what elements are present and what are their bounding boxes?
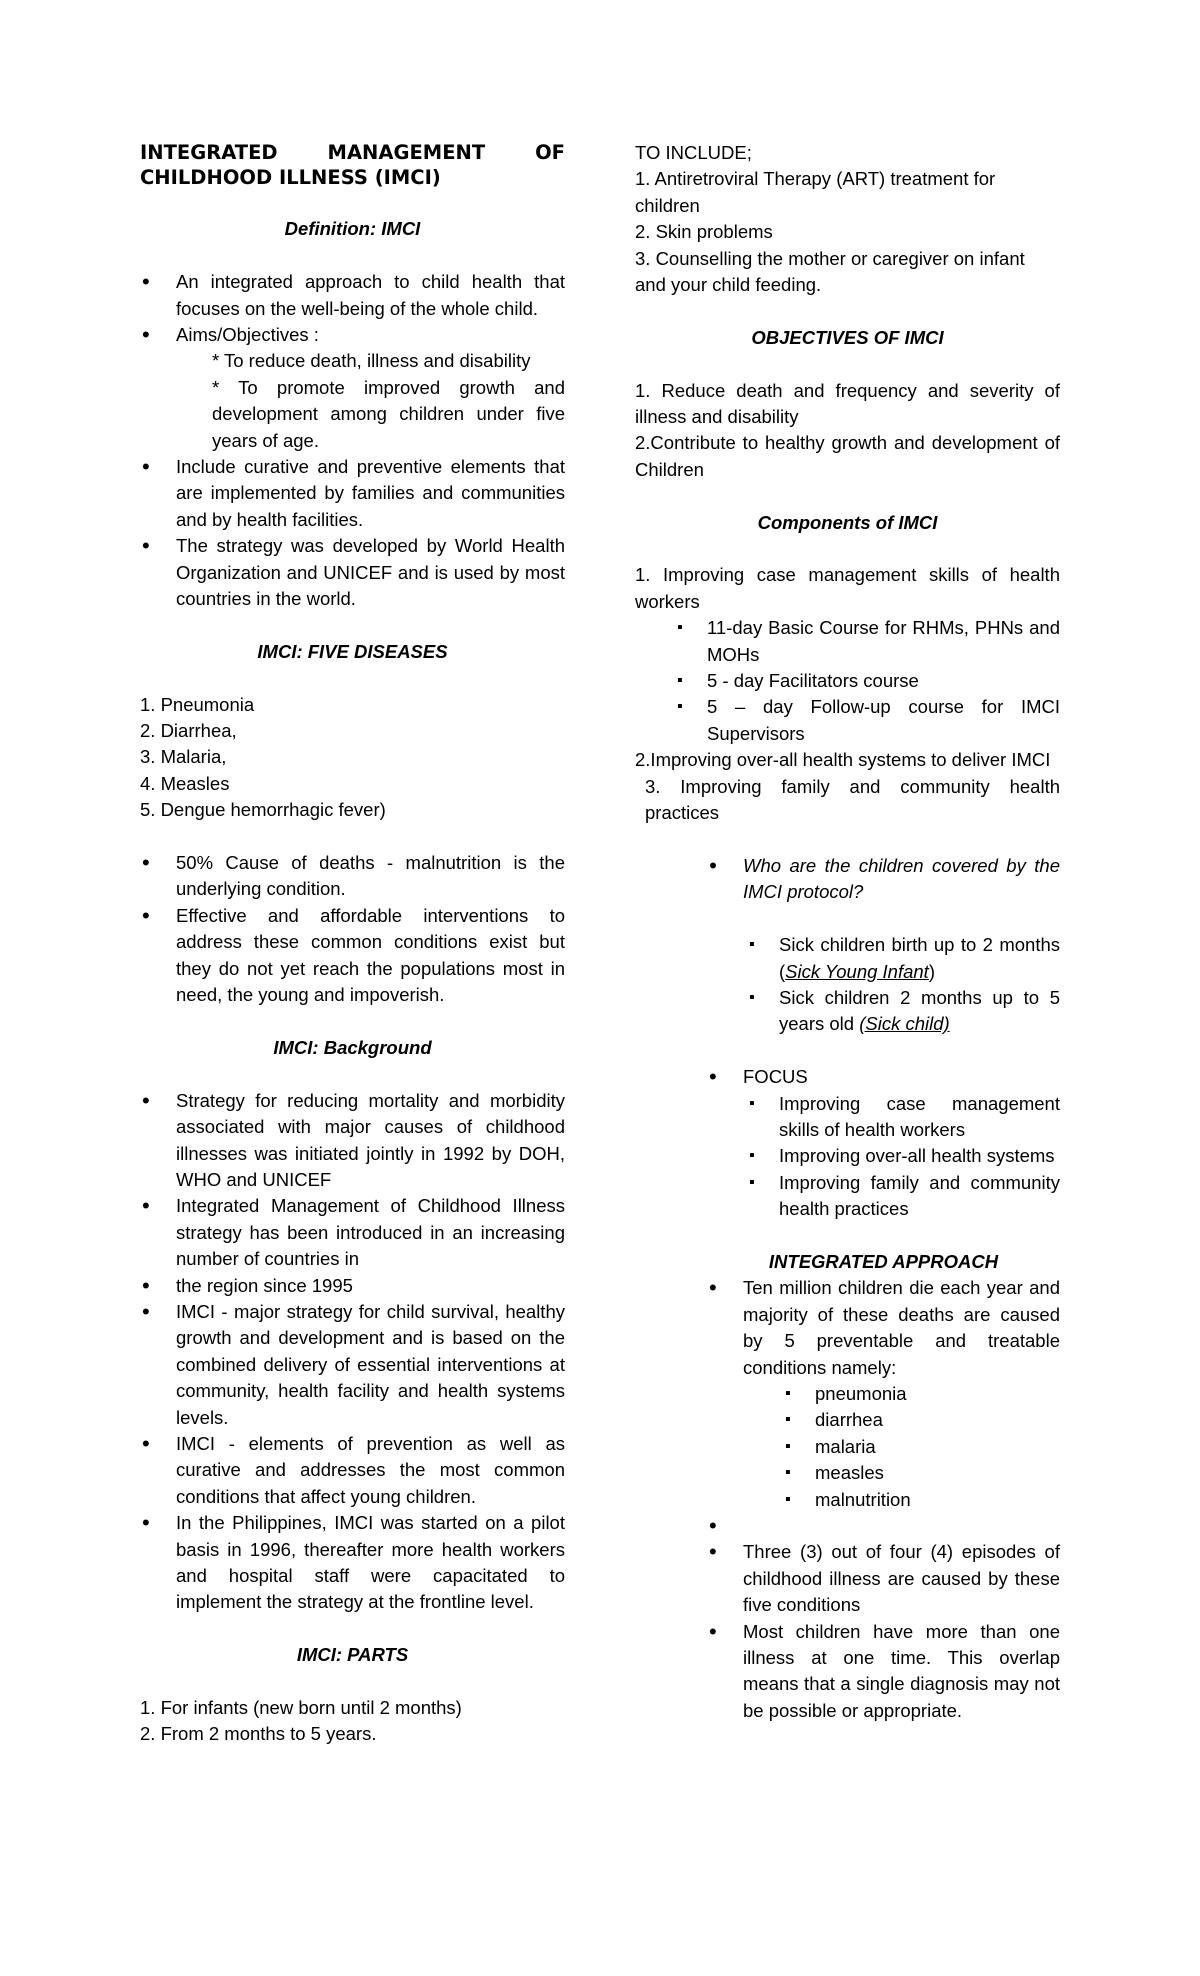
definition-heading: Definition: IMCI (284, 218, 421, 240)
objectives-heading: OBJECTIVES OF IMCI (751, 326, 944, 348)
covered-sublist (635, 932, 1060, 1038)
aim-item: * To reduce death, illness and disability (212, 350, 531, 372)
list-item: ▪ diarrhea (779, 1407, 1060, 1433)
to-include-item: 2. Skin problems (635, 221, 773, 243)
right-column (635, 140, 1060, 1724)
list-item: • Integrated Management of Childhood Illness strategy has been introduced in an increasing number of countries in (140, 1193, 565, 1272)
document-title: INTEGRATED MANAGEMENT OF CHILDHOOD ILLNESS (IMCI) (140, 141, 565, 189)
focus-sublist (635, 1091, 1060, 1223)
list-item: • In the Philippines, IMCI was started on a pilot basis in 1996, thereafter more health workers and hospital staff were capacitated to implement the strategy at the frontline level. (140, 1510, 565, 1616)
component-item: 3. Improving family and community health practices (645, 775, 1060, 824)
integrated-list-2 (707, 1513, 1060, 1724)
list-item: • IMCI - major strategy for child survival, healthy growth and development and is based on the combined delivery of essential interventions at community, health facility and health systems levels. (140, 1299, 565, 1431)
sick-child-label: (Sick child) (859, 1013, 950, 1035)
covered-list (707, 853, 1060, 906)
aim-item: * To promote improved growth and development among children under five years of age. (212, 376, 565, 451)
list-item: ▪ malaria (779, 1434, 1060, 1460)
list-item: • 50% Cause of deaths - malnutrition is the underlying condition. (140, 850, 565, 903)
disease-item: 1. Pneumonia (140, 693, 255, 715)
list-item: • An integrated approach to child health that focuses on the well-being of the whole child. (140, 269, 565, 322)
component-item: 2.Improving over-all health systems to deliver IMCI (635, 749, 1051, 771)
objective-item: 2.Contribute to healthy growth and development of Children (635, 432, 1060, 480)
five-diseases-heading: IMCI: FIVE DISEASES (257, 640, 448, 662)
list-item: • Include curative and preventive elements that are implemented by families and communities and by health facilities. (140, 454, 565, 533)
list-item: • Effective and affordable interventions to address these common conditions exist but they do not yet reach the populations most in need, the young and impoverish. (140, 903, 565, 1009)
list-item: ▪ Sick children 2 months up to 5 years old (Sick child) (743, 985, 1060, 1038)
component-item: 1. Improving case management skills of health workers (635, 564, 1060, 612)
background-heading: IMCI: Background (273, 1036, 432, 1058)
background-list (140, 1088, 565, 1616)
list-item: ▪ Improving case management skills of health workers (743, 1091, 1060, 1144)
component-sublist (635, 615, 1060, 747)
five-diseases-notes (140, 850, 565, 1008)
list-item: ▪ 5 – day Follow-up course for IMCI Supervisors (671, 694, 1060, 747)
disease-item: 4. Measles (140, 772, 230, 794)
list-item: ▪ 5 - day Facilitators course (671, 668, 1060, 694)
disease-item: 5. Dengue hemorrhagic fever) (140, 799, 386, 821)
disease-item: 3. Malaria, (140, 746, 227, 768)
list-item: ▪ Sick children birth up to 2 months (Sick Young Infant) (743, 932, 1060, 985)
list-item (140, 322, 565, 454)
list-item: • the region since 1995 (140, 1273, 565, 1299)
to-include-item: 3. Counselling the mother or caregiver on infant and your child feeding. (635, 247, 1025, 296)
part-item: 1. For infants (new born until 2 months) (140, 1697, 462, 1719)
focus-list (707, 1064, 1060, 1090)
list-item: • Ten million children die each year and majority of these deaths are caused by 5 preventable and treatable conditions namely: (707, 1275, 1060, 1381)
objective-item: 1. Reduce death and frequency and severity of illness and disability (635, 379, 1060, 428)
left-column (140, 140, 565, 1748)
disease-item: 2. Diarrhea, (140, 720, 237, 742)
integrated-heading: INTEGRATED APPROACH (768, 1250, 999, 1272)
list-item: ▪ pneumonia (779, 1381, 1060, 1407)
list-item: ▪ Improving family and community health practices (743, 1170, 1060, 1223)
to-include-item: 1. Antiretroviral Therapy (ART) treatment for children (635, 168, 996, 216)
focus-label: FOCUS (743, 1066, 808, 1088)
parts-heading: IMCI: PARTS (296, 1644, 409, 1666)
list-item: • The strategy was developed by World Health Organization and UNICEF and is used by most countries in the world. (140, 533, 565, 612)
part-item: 2. From 2 months to 5 years. (140, 1723, 377, 1745)
list-item: • IMCI - elements of prevention as well as curative and addresses the most common conditions that affect young children. (140, 1431, 565, 1510)
list-item: • Who are the children covered by the IMCI protocol? (707, 853, 1060, 906)
list-item: ▪ Improving over-all health systems (743, 1143, 1060, 1169)
list-item: • Three (3) out of four (4) episodes of childhood illness are caused by these five conditions (707, 1539, 1060, 1618)
list-item (707, 1064, 1060, 1090)
integrated-list (707, 1275, 1060, 1381)
conditions-list (635, 1381, 1060, 1513)
components-heading: Components of IMCI (757, 511, 938, 533)
definition-list (140, 269, 565, 612)
list-item: • Strategy for reducing mortality and morbidity associated with major causes of childhood illnesses was initiated jointly in 1992 by DOH, WHO and UNICEF (140, 1088, 565, 1194)
list-item: ▪ 11-day Basic Course for RHMs, PHNs and MOHs (671, 615, 1060, 668)
empty-list-item (707, 1513, 1060, 1539)
sick-young-infant-label: Sick Young Infant (785, 960, 929, 982)
to-include-label: TO INCLUDE; (635, 142, 752, 163)
aims-label: Aims/Objectives : (176, 324, 319, 345)
list-item: • Most children have more than one illness at one time. This overlap means that a single diagnosis may not be possible or appropriate. (707, 1619, 1060, 1725)
list-item: ▪ malnutrition (779, 1487, 1060, 1513)
list-item: ▪ measles (779, 1460, 1060, 1486)
